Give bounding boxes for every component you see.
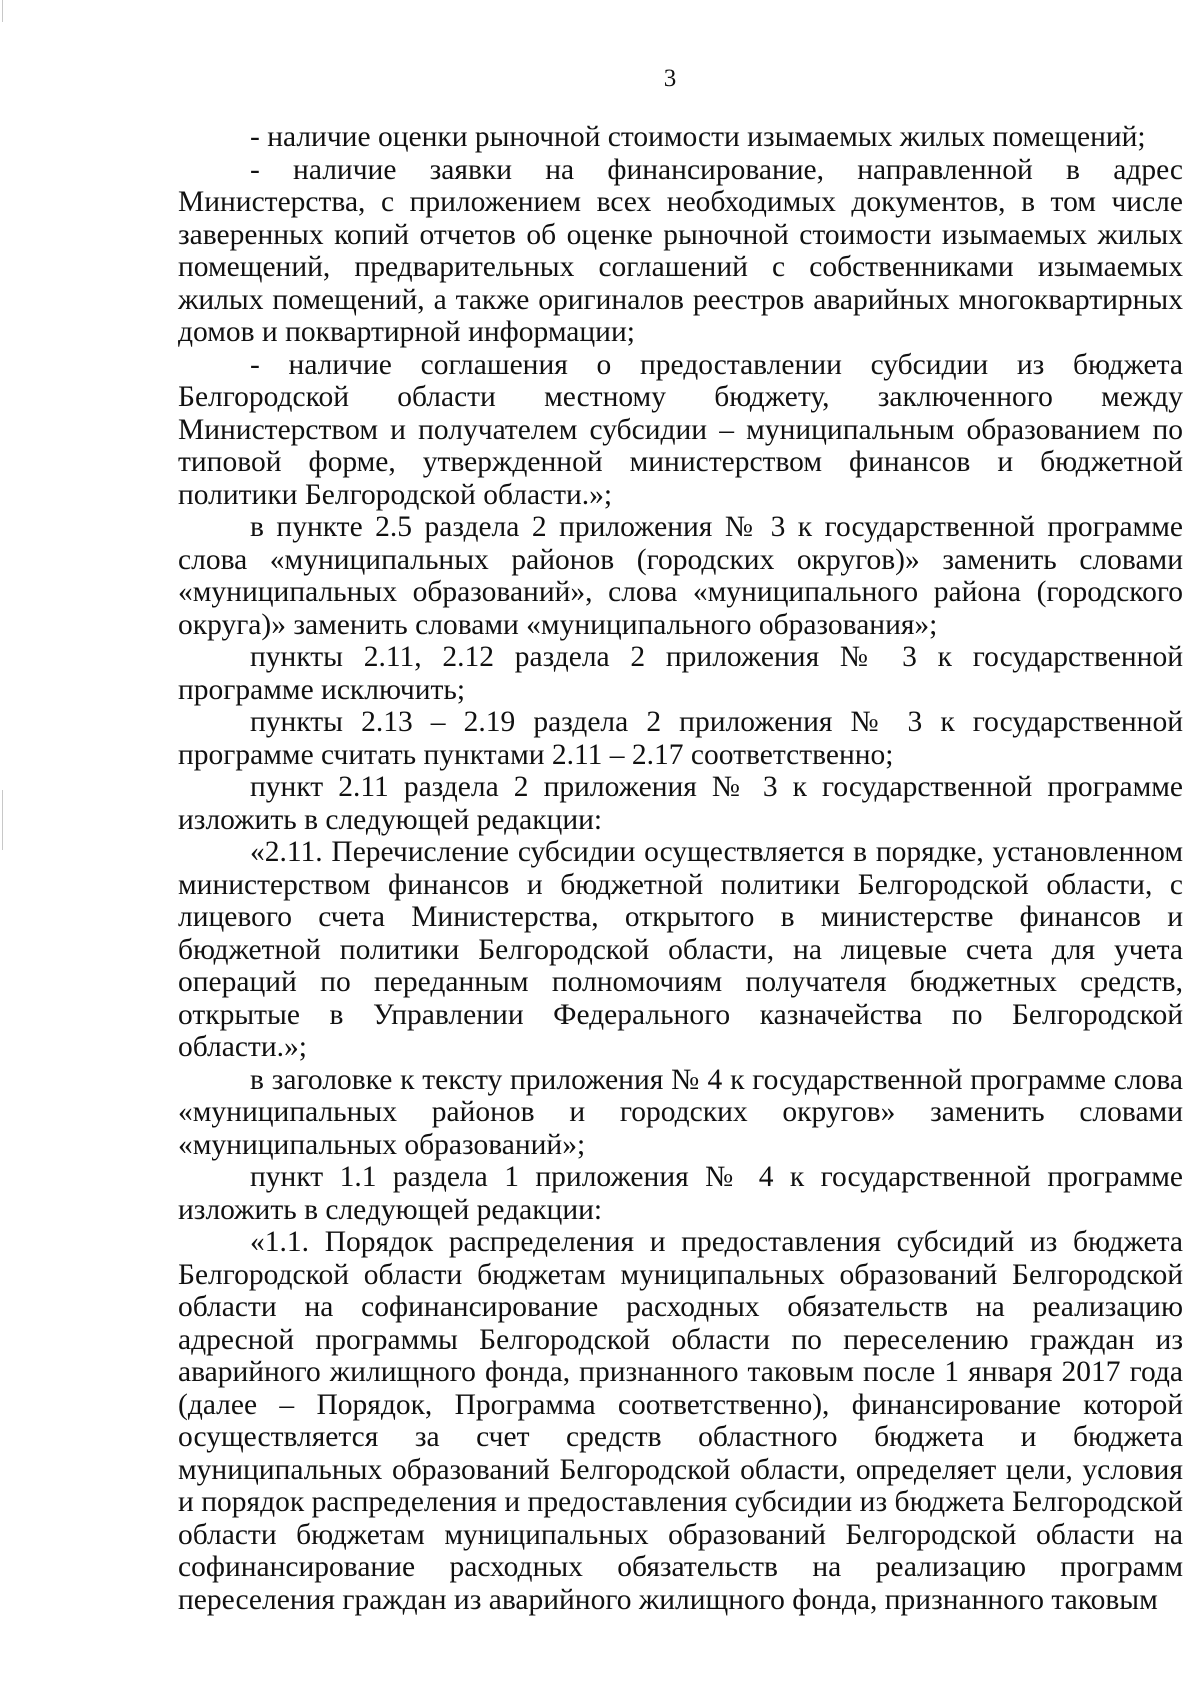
paragraph: пункт 2.11 раздела 2 приложения № 3 к государственной программе изложить в следующей редакции:: [178, 771, 1183, 836]
paragraph: - наличие соглашения о предоставлении субсидии из бюджета Белгородской области местному бюджету, заключенного между Министерством и получателем субсидии – муниципальным образованием по типовой форме, утвержденной министерством финансов и бюджетной политики Белгородской области.»;: [178, 348, 1183, 511]
paragraph: пункты 2.11, 2.12 раздела 2 приложения № 3 к государственной программе исключить;: [178, 641, 1183, 706]
scan-edge-mark: [2, 790, 3, 850]
paragraph: - наличие заявки на финансирование, направленной в адрес Министерства, с приложением всех необходимых документов, в том числе заверенных копий отчетов об оценке рыночной стоимости изымаемых жилых помещений, предварительных соглашений с собственниками изымаемых жилых помещений, а также оригиналов реестров аварийных многоквартирных домов и поквартирной информации;: [178, 153, 1183, 348]
paragraph: «1.1. Порядок распределения и предоставления субсидий из бюджета Белгородской области бюджетам муниципальных образований Белгородской области на софинансирование расходных обязательств на реализацию адресной программы Белгородской области по переселению граждан из аварийного жилищного фонда, признанного таковым после 1 января 2017 года (далее – Порядок, Программа соответственно), финансирование которой осуществляется за счет средств областного бюджета и бюджета муниципальных образований Белгородской области, определяет цели, условия и порядок распределения и предоставления субсидии из бюджета Белгородской области бюджетам муниципальных образований Белгородской области на софинансирование расходных обязательств на реализацию программ переселения граждан из аварийного жилищного фонда, признанного таковым: [178, 1226, 1183, 1616]
paragraph: - наличие оценки рыночной стоимости изымаемых жилых помещений;: [250, 121, 1146, 153]
document-body: [178, 121, 1183, 1616]
paragraph: пункты 2.13 – 2.19 раздела 2 приложения № 3 к государственной программе считать пунктами 2.11 – 2.17 соответственно;: [178, 706, 1183, 771]
paragraph: в пункте 2.5 раздела 2 приложения № 3 к государственной программе слова «муниципальных районов (городских округов)» заменить словами «муниципальных образований», слова «муниципального района (городского округа)» заменить словами «муниципального образования»;: [178, 511, 1183, 641]
scan-edge-mark: [2, 0, 3, 22]
paragraph: «2.11. Перечисление субсидии осуществляется в порядке, установленном министерством финансов и бюджетной политики Белгородской области, с лицевого счета Министерства, открытого в министерстве финансов и бюджетной политики Белгородской области, на лицевые счета для учета операций по переданным полномочиям получателя бюджетных средств, открытые в Управлении Федерального казначейства по Белгородской области.»;: [178, 836, 1183, 1063]
paragraph: пункт 1.1 раздела 1 приложения № 4 к государственной программе изложить в следующей редакции:: [178, 1161, 1183, 1226]
page-number: 3: [663, 65, 677, 92]
paragraph: в заголовке к тексту приложения № 4 к государственной программе слова «муниципальных районов и городских округов» заменить словами «муниципальных образований»;: [178, 1063, 1183, 1161]
